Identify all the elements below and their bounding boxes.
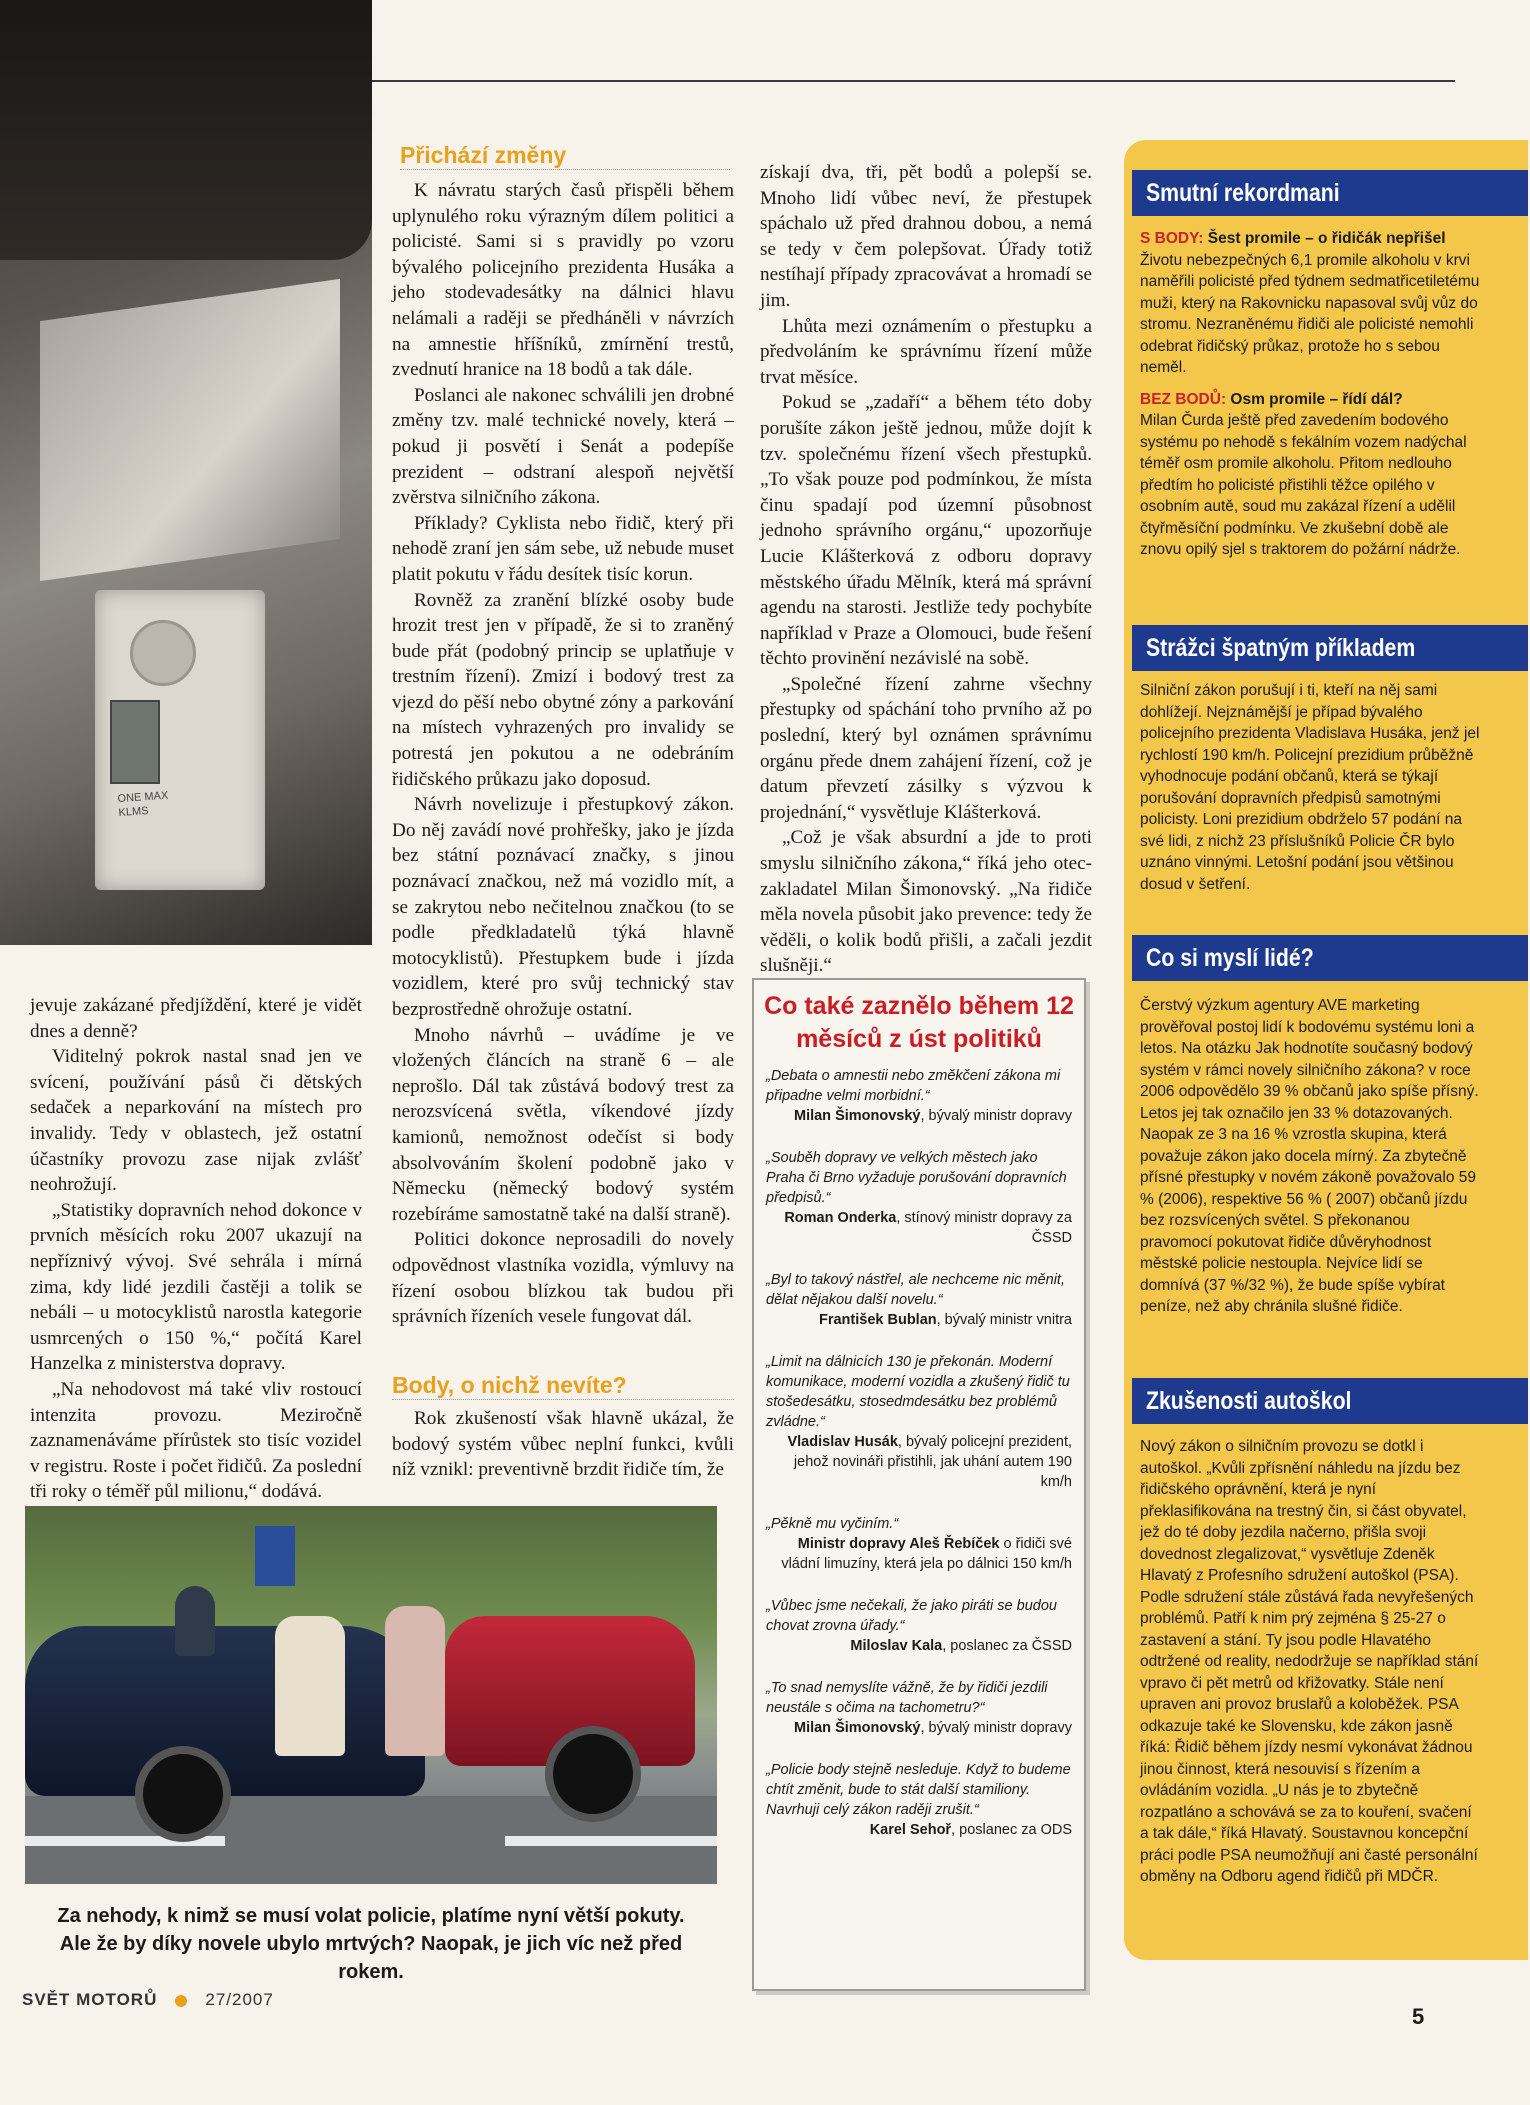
box-text-co-si-mysli-lide — [1140, 995, 1480, 1328]
quote-author: Milan Šimonovský — [793, 1108, 921, 1124]
quote-author-line — [766, 1106, 1072, 1126]
device-display — [110, 700, 160, 784]
quote-text: „Policie body stejně nesleduje. Když to budeme chtít změnit, bude to stát další stamiliony. Navrhuji celý zákon raději zrušit.“ — [766, 1762, 1071, 1818]
paragraph: Mnoho návrhů – uvádíme je ve vložených článcích na straně 6 – ale neprošlo. Dál tak zůstává bodový trest za nerozsvícená světla, víkendové jízdy kamionů, nemožnost odečíst si body absolvováním školení podobně jako v Německu (německý bodový systém rozebíráme samostatně také na další straně). — [392, 1024, 734, 1225]
box-title-text: Co si myslí lidé? — [1146, 944, 1314, 972]
quotes-title: Co také zaznělo během 12 měsíců z úst politiků — [764, 992, 1074, 1053]
box-title-smutni-rekordmani — [1132, 170, 1528, 216]
quote-author: František Bublan — [818, 1312, 937, 1328]
section-heading-body-o-nichz-nevite: Body, o nichž nevíte? — [392, 1372, 734, 1400]
box-title-text: Strážci špatným příkladem — [1146, 634, 1416, 662]
paragraph: Rok zkušeností však hlavně ukázal, že bodový systém vůbec neplní funkci, kvůli níž vznikl: preventivně brzdit řidiče tím, že — [392, 1408, 734, 1481]
quote-role: , poslanec za ČSSD — [942, 1638, 1072, 1654]
box-text-strazci — [1140, 680, 1480, 905]
header-rule — [372, 80, 1455, 82]
photo-caption — [25, 1902, 717, 1986]
quote-author-line — [766, 1310, 1072, 1330]
article-column-3 — [760, 160, 1092, 979]
photo-car-interior — [0, 0, 372, 945]
paragraph: Rovněž za zranění blízké osoby bude hrozit trest jen v případě, že si to zraněný bude přát (podobný princip se uplatňuje v trestním řízení). Zmizí i bodový trest za vjezd do pěší nebo obytné zóny a parkování na místech vyhrazených pro invalidy se potrestá jen pokutou a ne odebráním řidičského průkazu jako doposud. — [392, 589, 734, 790]
item-text: Milan Čurda ještě před zavedením bodového systému po nehodě s fekálním vozem nadýchal téměř osm promile alkoholu. Přitom nedlouho předtím ho policisté přistihli těžce opilého v osobním autě, soud mu zakázal řízení a udělil čtyřměsíční podmínku. Ve zkušební době ale znovu opilý sjel s traktorem do požární nádrže. — [1140, 412, 1467, 558]
quote-author-line — [766, 1432, 1072, 1492]
person — [385, 1606, 445, 1756]
quote-author: Miloslav Kala — [850, 1638, 943, 1654]
quote-text: „To snad nemyslíte vážně, že by řidiči jezdili neustále s očima na tachometru?“ — [766, 1680, 1048, 1716]
quote-author: Ministr dopravy Aleš Řebíček — [797, 1536, 1000, 1552]
road-sign — [255, 1526, 295, 1586]
quote-author-line — [766, 1820, 1072, 1840]
quote-item — [754, 1760, 1084, 1840]
record-item — [1140, 389, 1480, 561]
quote-text: „Vůbec jsme nečekali, že jako piráti se budou chovat zrovna úřady.“ — [766, 1598, 1057, 1634]
quote-author: Milan Šimonovský — [793, 1720, 921, 1736]
device-sticker: ONE MAX KLMS — [117, 789, 169, 820]
paragraph: Poslanci ale nakonec schválili jen drobné změny tzv. malé technické novely, která – pokud ji posvětí i Senát a podepíše prezident – odstraní alespoň největší zvěrstva silničního zákona. — [392, 384, 734, 509]
box-title-strazci — [1132, 625, 1528, 671]
section-heading-prichazi-zmeny: Přichází změny — [400, 142, 730, 170]
item-label: S BODY: — [1140, 230, 1204, 247]
police-officer — [175, 1586, 215, 1656]
quote-author-line — [766, 1208, 1072, 1248]
quote-author-line — [766, 1718, 1072, 1738]
quote-text: „Pěkně mu vyčiním.“ — [766, 1516, 899, 1532]
quote-author: Vladislav Husák — [787, 1434, 898, 1450]
magazine-name: SVĚT MOTORŮ — [22, 1990, 158, 2009]
box-title-text: Zkušenosti autoškol — [1146, 1387, 1352, 1415]
article-column-1 — [30, 993, 362, 1505]
paragraph: Návrh novelizuje i přestupkový zákon. Do něj zavádí nové prohřešky, jako je jízda bez státní poznávací značky, s jinou poznávací značkou, než má vozidlo mít, a se zakrytou nebo nečitelnou značkou (to se podle předkladatelů týká hlavně motocyklistů). Přestupkem bude i jízda vozidlem, které pro svůj technický stav bezprostředně ohrožuje ostatní. — [392, 794, 734, 1020]
photo-car-accident — [25, 1506, 717, 1884]
paragraph: Politici dokonce neprosadili do novely odpovědnost vlastníka vozidla, výmluvy na řízení osobou blízkou tak budou při správních řízeních vesele fungovat dál. — [392, 1229, 734, 1328]
box-paragraph: Čerstvý výzkum agentury AVE marketing prověřoval postoj lidí k bodovému systému loni a letos. Na otázku Jak hodnotíte současný bodový systém v rámci novely silničního zákona? v roce 2006 odpovědělo 39 % občanů jako spíše přísný. Letos jej tak označilo jen 33 % dotazovaných. Naopak ze 3 na 16 % vzrostla skupina, která považuje zákon jako docela mírný. Za zbytečně přísné přestupky v novém zákoně považovalo 59 % (2006), respektive 56 % ( 2007) občanů jízdu bez rozsvícených světel. S překonanou pravomocí pokutovat řidiče důvěryhodnost městské policie nestoupla. Nejvíce lidí se domnívá (37 %/32 %), že bude spíše vybírat peníze, než aby chránila slušné řidiče. — [1140, 997, 1479, 1315]
quote-item — [754, 1270, 1084, 1330]
article-column-2-continued — [392, 1406, 734, 1483]
paragraph: Příklady? Cyklista nebo řidič, který při nehodě zraní jen sám sebe, už nebude muset platit pokutu v řádu desítek tisíc korun. — [392, 512, 734, 585]
article-column-2 — [392, 178, 734, 1330]
paragraph: získají dva, tři, pět bodů a polepší se. Mnoho lidí vůbec neví, že přestupek spáchalo už před drahnou dobou, a nemá se tedy v čem polepšovat. Úřady totiž nestíhají případy zpracovávat a hromadí se jim. — [760, 162, 1092, 311]
quote-author-line — [766, 1636, 1072, 1656]
quote-item — [754, 1678, 1084, 1738]
wheel — [545, 1726, 641, 1822]
box-text-smutni-rekordmani — [1140, 228, 1480, 571]
item-head: Osm promile – řídí dál? — [1230, 390, 1403, 408]
box-paragraph: Nový zákon o silničním provozu se dotkl i autoškol. „Kvůli zpřísnění náhledu na jízdu bez řidičského oprávnění, která je nyní překlasifikována na trestný čin, si část obyvatel, jež do té doby jezdila načerno, přišla svoji dovednost zlegalizovat,“ vysvětluje Zdeněk Hlavatý z Profesního sdružení autoškol (PSA). Podle sdružení stále zůstává řada nevyřešených problémů. Patří k nim prý zejména § 25-27 o zastavení a stání. Ty jsou podle Hlavatého odtržené od reality, nedodržuje se například stání vpravo či pět metrů od křižovatky. Stále není upraven ani provoz bruslařů a koloběžek. PSA odkazuje také ke Slovensku, kde zákon jasně říká: Řidič během jízdy nesmí vykonávat žádnou jinou činnost, která nesouvisí s řízením a ovládáním vozidla. „U nás je to zbytečně rozpatláno a schovává se za to kouření, svačení a tak dále,“ říká Hlavatý. Soustavnou koncepční práci podle PSA neumožňují ani časté personální obměny na Odboru agend řidičů při MDČR. — [1140, 1438, 1479, 1885]
box-title-zkusenosti-autoskol — [1132, 1378, 1528, 1424]
car-window — [40, 279, 340, 581]
quote-role: o řidiči své vládní limuzíny, která jela po dálnici 150 km/h — [781, 1536, 1072, 1572]
quote-author-line — [766, 1534, 1072, 1574]
quote-role: , bývalý ministr dopravy — [920, 1108, 1072, 1124]
quote-text: „Souběh dopravy ve velkých městech jako Praha či Brno vyžaduje porušování dopravních předpisů.“ — [766, 1150, 1067, 1206]
quote-item — [754, 1352, 1084, 1492]
quote-role: , bývalý ministr vnitra — [936, 1312, 1072, 1328]
quote-role: , stínový ministr dopravy za ČSSD — [896, 1210, 1072, 1246]
quote-role: , poslanec za ODS — [951, 1822, 1072, 1838]
quote-text: „Byl to takový nástřel, ale nechceme nic měnit, dělat nějakou další novelu.“ — [766, 1272, 1065, 1308]
record-item — [1140, 228, 1480, 379]
wheel — [135, 1746, 231, 1842]
footer — [22, 1990, 274, 2010]
paragraph: jevuje zakázané předjíždění, které je vidět dnes a denně? — [30, 995, 362, 1042]
item-label: BEZ BODŮ: — [1140, 390, 1227, 408]
item-head: Šest promile – o řidičák nepřišel — [1207, 230, 1446, 247]
paragraph: „Statistiky dopravních nehod dokonce v prvních měsících roku 2007 ukazují na nepříznivý vývoj. Své sehrála i mírná zima, kdy lidé jezdili častěji a tolik se nebáli – u motocyklistů narostla kategorie usmrcených o 150 %,“ počítá Karel Hanzelka z ministerstva dopravy. — [30, 1199, 362, 1375]
paragraph: K návratu starých časů přispěli během uplynulého roku výrazným dílem politici a policisté. Sami si s pravidly po vzoru bývalého policejního prezidenta Husáka a jeho stodevadesátky na dálnici hlavu nelámali a raději se předháněli v návrzích na amnestie hříšníků, zmírnění trestů, zvednutí hranice na 18 bodů a tak dále. — [392, 180, 734, 381]
box-paragraph: Silniční zákon porušují i ti, kteří na něj sami dohlížejí. Nejznámější je případ bývalého policejního prezidenta Vladislava Husáka, jenž jel rychlostí 190 km/h. Policejní prezidium průběžně vyhodnocuje podání občanů, která se týkají porušování dopravních předpisů samotnými policisty. Loni prezidium obdrželo 57 podání na své lidi, z nichž 23 příslušníků Policie ČR bylo uznáno vinnými. Letošní podání jsou většinou dosud v šetření. — [1140, 682, 1480, 893]
sun-visor — [0, 0, 372, 260]
paragraph: Pokud se „zadaří“ a během této doby porušíte zákon ještě jednou, může dojít k tzv. společnému řízení všech přestupků. „To však pouze pod podmínkou, že místa činu spadají pod územní působnost jednoho správního orgánu,“ upozorňuje Lucie Klášterková z odboru dopravy městského úřadu Mělník, která má správní agendu na starosti. Jestliže tedy pochybíte například v Praze a Olomouci, bude řešení těchto provinění nezávislé na sobě. — [760, 392, 1092, 670]
road-stripe — [505, 1836, 717, 1846]
page-number: 5 — [1412, 2004, 1425, 2029]
box-title-co-si-mysli-lide — [1132, 935, 1528, 981]
paragraph: „Na nehodovost má také vliv rostoucí intenzita provozu. Meziročně zaznamenáváme přírůstek sto tisíc vozidel v registru. Roste i počet řidičů. Za poslední tři roky o téměř půl milionu,“ dodává. — [30, 1378, 362, 1503]
person — [275, 1616, 345, 1756]
camera-lens-icon — [130, 620, 196, 686]
quote-item — [754, 1514, 1084, 1574]
paragraph: Viditelný pokrok nastal snad jen ve svícení, používání pásů či dětských sedaček a neparkování na místech pro invalidy. Tedy v oblastech, jež ostatní účastníky provozu zase nijak zvlášť neohrožují. — [30, 1046, 362, 1196]
paragraph: „Což je však absurdní a jde to proti smyslu silničního zákona,“ říká jeho otec-zakladatel Milan Šimonovský. „Na řidiče měla novela působit jako prevence: tedy že věděli, o kolik bodů přišli, a začali jezdit slušněji.“ — [760, 827, 1092, 977]
quote-item — [754, 1596, 1084, 1656]
quote-author: Roman Onderka — [784, 1210, 897, 1226]
politician-quotes-box — [752, 978, 1086, 1991]
quote-item — [754, 1148, 1084, 1248]
quote-role: , bývalý ministr dopravy — [920, 1720, 1072, 1736]
box-title-text: Smutní rekordmani — [1146, 179, 1340, 207]
quote-author: Karel Sehoř — [869, 1822, 952, 1838]
quote-text: „Limit na dálnicích 130 je překonán. Moderní komunikace, moderní vozidla a zkušený řidič tu stošedesátku, stosedmdesátku bez problémů zvládne.“ — [766, 1354, 1070, 1430]
paragraph: „Společné řízení zahrne všechny přestupky od spáchání toho prvního až po poslední, který byl oznámen správnímu orgánu přede dnem zahájení řízení, což je datum převzetí zásilky s výzvou k projednání,“ vysvětluje Klášterková. — [760, 673, 1092, 823]
caption-line: Za nehody, k nimž se musí volat policie, platíme nyní větší pokuty. — [57, 1905, 685, 1927]
caption-line: Ale že by díky novele ubylo mrtvých? Naopak, je jich víc než před rokem. — [59, 1933, 683, 1983]
box-text-zkusenosti-autoskol — [1140, 1436, 1480, 1898]
item-text: Životu nebezpečných 6,1 promile alkoholu v krvi naměřili policisté před týdnem sedmatřicetiletému muži, který na Rakovnicku napasoval svůj vůz do stromu. Nezraněnému řidiči ale policisté nemohli odebrat řidičský průkaz, protože ho s sebou neměl. — [1140, 251, 1480, 376]
quote-item — [754, 1066, 1084, 1126]
quote-role: , bývalý policejní prezident, jehož novináři přistihli, jak uhání autem 190 km/h — [793, 1434, 1072, 1490]
quote-text: „Debata o amnestii nebo změkčení zákona mi připadne velmi morbidní.“ — [766, 1068, 1061, 1104]
issue-number: 27/2007 — [205, 1990, 274, 2009]
paragraph: Lhůta mezi oznámením o přestupku a předvoláním ke správnímu řízení může trvat měsíce. — [760, 315, 1092, 388]
bullet-icon — [175, 1995, 187, 2007]
